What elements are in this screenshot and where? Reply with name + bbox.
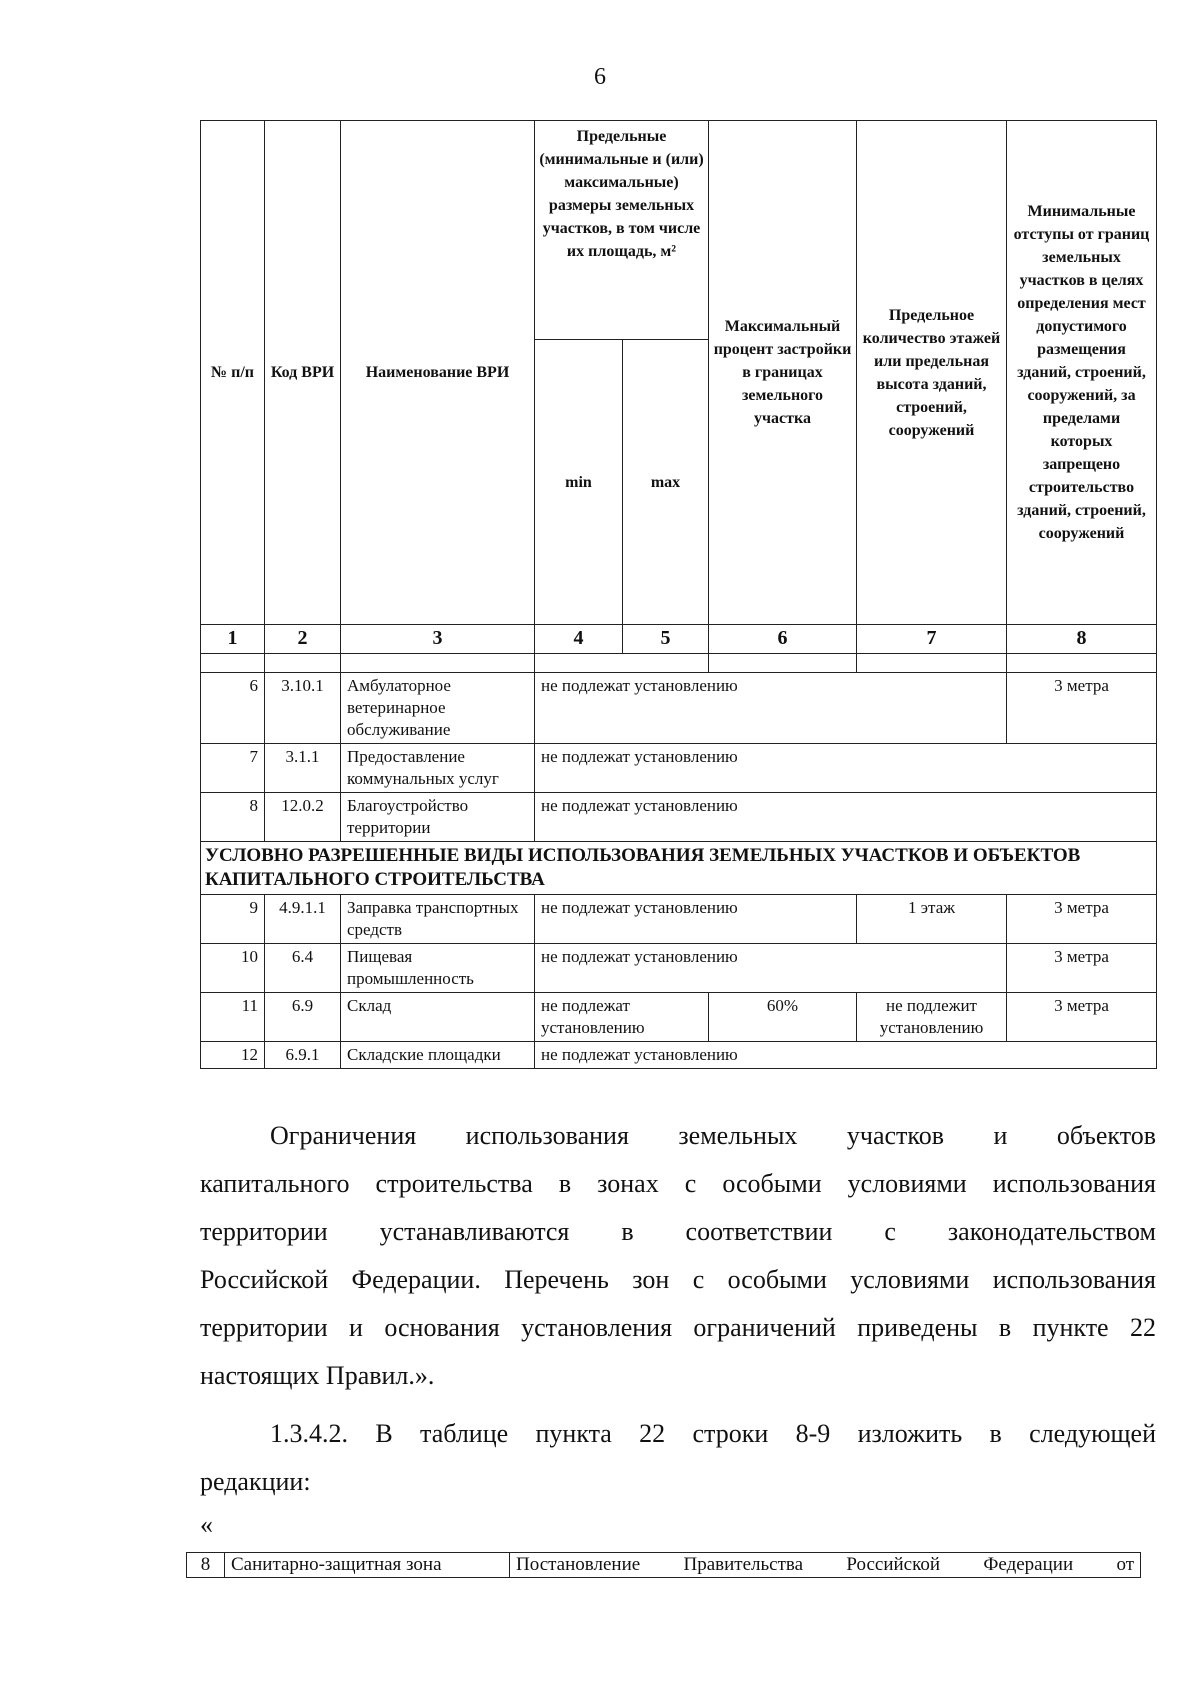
zoning-table xyxy=(200,120,1157,1069)
section-title: УСЛОВНО РАЗРЕШЕННЫЕ ВИДЫ ИСПОЛЬЗОВАНИЯ ЗЕМЕЛЬНЫХ УЧАСТКОВ И ОБЪЕКТОВ КАПИТАЛЬНОГО СТРОИТЕЛЬСТВА xyxy=(201,842,1157,895)
row-name: Склад xyxy=(341,993,535,1042)
col-number: 5 xyxy=(623,625,709,654)
row-dims: не подлежат установлению xyxy=(535,993,709,1042)
table-row-empty xyxy=(201,654,1157,673)
header-setback: Минимальные отступы от границ земельных участков в целях определения мест допустимого размещения зданий, строений, сооружений, за пределами которых запрещено строительство зданий, строений, сооружений xyxy=(1007,121,1157,625)
zones-table-row xyxy=(186,1552,1141,1578)
header-min: min xyxy=(535,340,623,625)
row-document: Постановление Правительства Российской Федерации от xyxy=(510,1553,1141,1578)
row-percent: 60% xyxy=(709,993,857,1042)
row-value: не подлежат установлению xyxy=(535,1042,1157,1069)
table-row xyxy=(201,993,1157,1042)
col-number: 6 xyxy=(709,625,857,654)
header-name: Наименование ВРИ xyxy=(341,121,535,625)
row-code: 6.9 xyxy=(265,993,341,1042)
table-row xyxy=(201,895,1157,944)
text-line: территории устанавливаются в соответствии с законодательством xyxy=(200,1217,1156,1246)
row-code: 12.0.2 xyxy=(265,793,341,842)
row-setback: 3 метра xyxy=(1007,895,1157,944)
col-number: 8 xyxy=(1007,625,1157,654)
col-number: 3 xyxy=(341,625,535,654)
page-number: 6 xyxy=(594,64,606,90)
column-numbers-row xyxy=(201,625,1157,654)
row-setback: 3 метра xyxy=(1007,944,1157,993)
col-number: 7 xyxy=(857,625,1007,654)
row-code: 6.4 xyxy=(265,944,341,993)
row-num: 12 xyxy=(201,1042,265,1069)
row-num: 11 xyxy=(201,993,265,1042)
row-num: 8 xyxy=(201,793,265,842)
row-num: 10 xyxy=(201,944,265,993)
row-value: не подлежат установлению xyxy=(535,673,1007,744)
table-row xyxy=(201,793,1157,842)
row-name: Амбулаторное ветеринарное обслуживание xyxy=(341,673,535,744)
text-line: территории и основания установления ограничений приведены в пункте 22 xyxy=(200,1313,1156,1342)
row-floors: 1 этаж xyxy=(857,895,1007,944)
col-number: 1 xyxy=(201,625,265,654)
row-num: 7 xyxy=(201,744,265,793)
row-code: 6.9.1 xyxy=(265,1042,341,1069)
text-line: Ограничения использования земельных участков и объектов xyxy=(270,1121,1156,1150)
row-floors: не подлежит установлению xyxy=(857,993,1007,1042)
header-code: Код ВРИ xyxy=(265,121,341,625)
table-row xyxy=(201,744,1157,793)
row-value: не подлежат установлению xyxy=(535,793,1157,842)
text-line: капитального строительства в зонах с особыми условиями использования xyxy=(200,1169,1156,1198)
row-value: не подлежат установлению xyxy=(535,744,1157,793)
text-line: Российской Федерации. Перечень зон с особыми условиями использования xyxy=(200,1265,1156,1294)
paragraph-restrictions xyxy=(200,1112,1156,1400)
table-row xyxy=(201,1042,1157,1069)
quote-open: « xyxy=(200,1510,213,1539)
table-row xyxy=(187,1553,1141,1578)
header-num: № п/п xyxy=(201,121,265,625)
text-line: настоящих Правил.». xyxy=(200,1361,435,1390)
row-num: 6 xyxy=(201,673,265,744)
row-setback: 3 метра xyxy=(1007,993,1157,1042)
row-name: Благоустройство территории xyxy=(341,793,535,842)
header-percent: Максимальный процент застройки в границах земельного участка xyxy=(709,121,857,625)
row-setback: 3 метра xyxy=(1007,673,1157,744)
section-row xyxy=(201,842,1157,895)
row-value: не подлежат установлению xyxy=(535,895,857,944)
table-row xyxy=(201,673,1157,744)
row-name: Складские площадки xyxy=(341,1042,535,1069)
header-max: max xyxy=(623,340,709,625)
row-name: Предоставление коммунальных услуг xyxy=(341,744,535,793)
row-name: Пищевая промышленность xyxy=(341,944,535,993)
row-num: 8 xyxy=(187,1553,225,1578)
col-number: 2 xyxy=(265,625,341,654)
row-code: 3.10.1 xyxy=(265,673,341,744)
row-value: не подлежат установлению xyxy=(535,944,1007,993)
paragraph-amendment xyxy=(200,1410,1156,1506)
text-line: редакции: xyxy=(200,1467,311,1496)
row-num: 9 xyxy=(201,895,265,944)
row-code: 4.9.1.1 xyxy=(265,895,341,944)
row-name: Заправка транспортных средств xyxy=(341,895,535,944)
text-line: 1.3.4.2. В таблице пункта 22 строки 8-9 изложить в следующей xyxy=(270,1419,1156,1448)
header-dimensions: Предельные (минимальные и (или) максимальные) размеры земельных участков, в том числе их площадь, м² xyxy=(535,121,709,340)
header-floors: Предельное количество этажей или предельная высота зданий, строений, сооружений xyxy=(857,121,1007,625)
row-zone: Санитарно-защитная зона xyxy=(225,1553,510,1578)
table-row xyxy=(201,944,1157,993)
col-number: 4 xyxy=(535,625,623,654)
row-code: 3.1.1 xyxy=(265,744,341,793)
